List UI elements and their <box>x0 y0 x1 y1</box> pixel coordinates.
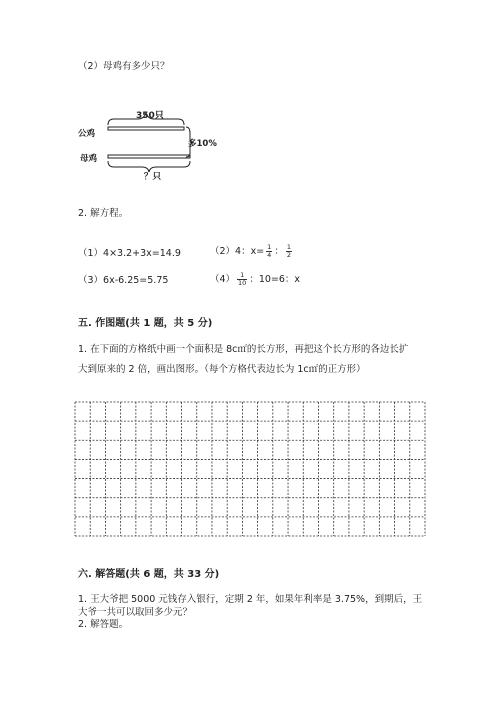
section-6-question-1-line-2: 大爷一共可以取回多少元？ <box>78 607 193 618</box>
equation-4 <box>210 272 300 287</box>
section-6-question-2: 2. 解答题。 <box>78 619 129 630</box>
equation-4-rest: ：10=6：x <box>249 274 301 285</box>
equation-2 <box>210 244 294 259</box>
extra-percent-label: 多10% <box>188 139 217 149</box>
section-6-title: 六. 解答题(共 6 题，共 33 分) <box>78 569 220 580</box>
equation-2-sep: ： <box>274 246 284 257</box>
section-5-title: 五. 作图题(共 1 题，共 5 分) <box>78 318 213 329</box>
fraction-one-tenth: $\frac{1}{10}$ <box>238 271 247 287</box>
fraction-one-quarter: $\frac{1}{4}$ <box>267 243 272 259</box>
equation-2-prefix: （2）4：x= <box>210 246 265 257</box>
square-grid-paper[interactable] <box>74 401 426 537</box>
question-part-2: （2）母鸡有多少只？ <box>78 61 170 72</box>
equation-1: （1）4×3.2+3x=14.9 <box>78 248 181 259</box>
hen-bar <box>108 155 190 158</box>
equation-4-prefix: （4） <box>210 274 236 285</box>
rooster-label: 公鸡 <box>78 129 96 139</box>
section-5-question-line-1: 1. 在下面的方格纸中画一个面积是 8c㎡的长方形，再把这个长方形的各边长扩 <box>78 344 409 355</box>
top-label: 350只 <box>136 111 164 121</box>
solve-equations-heading: 2. 解方程。 <box>78 208 129 219</box>
bottom-label: ？只 <box>144 172 162 182</box>
equation-3: （3）6x-6.25=5.75 <box>78 275 169 286</box>
section-5-question-line-2: 大到原来的 2 倍，画出图形。（每个方格代表边长为 1c㎡的正方形） <box>78 364 366 375</box>
rooster-bar <box>108 127 184 130</box>
section-6-question-1-line-1: 1. 王大爷把 5000 元钱存入银行，定期 2 年，如果年利率是 3.75%，到期后，王 <box>78 594 423 605</box>
fraction-one-half: $\frac{1}{2}$ <box>286 243 291 259</box>
hen-label: 母鸡 <box>80 154 98 164</box>
